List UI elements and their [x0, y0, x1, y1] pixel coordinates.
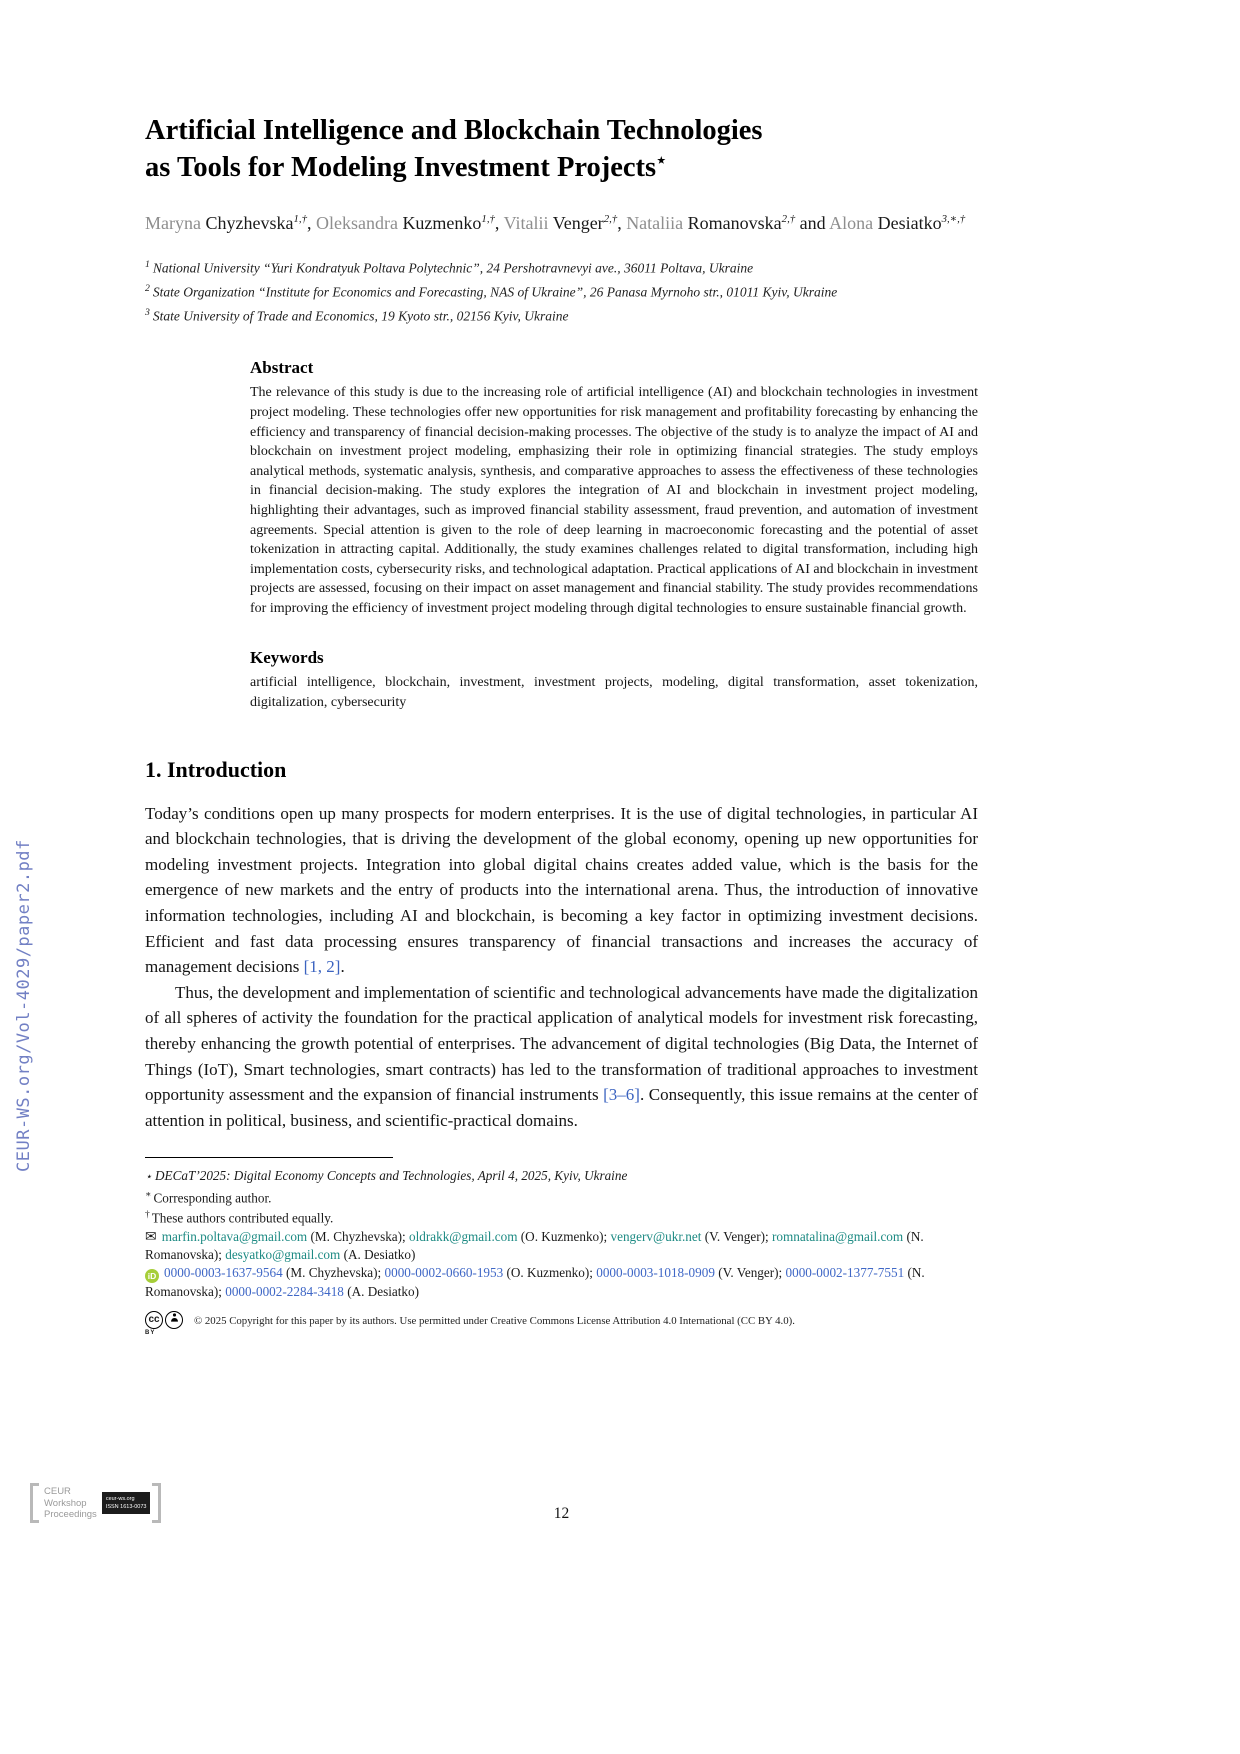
cc-by-person-icon: [165, 1311, 183, 1329]
paper-title: [145, 112, 978, 186]
keywords-text: artificial intelligence, blockchain, investment, investment projects, modeling, digital transformation, asset tokenization, digitalization, cybersecurity: [250, 675, 978, 711]
abstract-text: The relevance of this study is due to the increasing role of artificial intelligence (AI) and blockchain technologies in investment project modeling. These technologies offer new opportunities for risk management and profitability forecasting by enhancing the efficiency and transparency of financial decision-making processes. The objective of the study is to analyze the impact of AI and blockchain on investment project modeling, emphasizing their role in optimizing financial strategies. The study employs analytical methods, systematic analysis, synthesis, and comparative approaches to assess the effectiveness of these technologies in financial decision-making. The study explores the integration of AI and blockchain in investment project modeling, highlighting their advantages, such as improved financial stability assessment, fraud prevention, and automation of investment agreements. Special attention is given to the role of deep learning in macroeconomic forecasting and the potential of asset tokenization in attracting capital. Additionally, the study examines challenges related to digital transformation, including high implementation costs, cybersecurity risks, and technological adaptation. Practical applications of AI and blockchain in investment projects are assessed, focusing on their impact on asset management and financial stability. The study provides recommendations for improving the efficiency of investment project modeling through digital technologies to ensure sustainable financial growth.: [250, 385, 978, 616]
orcid-link[interactable]: 0000-0003-1637-9564: [164, 1265, 283, 1281]
author-byline: [145, 210, 978, 238]
intro-paragraph-1: Today’s conditions open up many prospects for modern enterprises. It is the use of digital technologies, in particular AI and blockchain technologies, that is driving the development of the global economy, opening up new opportunities for modeling investment projects. Integration into global digital chains creates added value, which is the basis for the emergence of new markets and the entry of products into the international arena. Thus, the introduction of innovative information technologies, including AI and blockchain, is becoming a key factor in optimizing investment decisions. Efficient and fast data processing ensures transparency of financial transactions and increases the accuracy of management decisions [1, 2].: [145, 803, 978, 977]
author: Vitalii Venger$^{2,\dagger}$,: [503, 213, 627, 234]
abstract-heading: Abstract: [250, 358, 314, 378]
title-footnote-star: ⋆: [656, 150, 667, 170]
author: Maryna Chyzhevska$^{1,\dagger}$,: [145, 213, 316, 234]
page-number: 12: [553, 1505, 570, 1522]
footnote-equal-contribution: † These authors contributed equally.: [145, 1210, 334, 1226]
email-link[interactable]: desyatko@gmail.com: [225, 1247, 341, 1263]
orcid-link[interactable]: 0000-0002-2284-3418: [225, 1284, 344, 1300]
ceur-logo-issn-badge: ceur-ws.org ISSN 1613-0073: [102, 1492, 151, 1515]
title-line-1: Artificial Intelligence and Blockchain Technologies: [145, 115, 763, 146]
title-line-2: as Tools for Modeling Investment Projects: [145, 152, 657, 184]
affiliation: $^2$ State Organization “Institute for Economics and Forecasting, NAS of Ukraine”, 26 Panasa Myrnoho str., 01011 Kyiv, Ukraine: [145, 283, 838, 300]
license-row: [145, 1311, 978, 1336]
conference-marker: ⋆: [145, 1171, 153, 1184]
main-column: [145, 112, 978, 1336]
cc-by-label: BY: [145, 1329, 156, 1336]
email-link[interactable]: romnatalina@gmail.com: [771, 1228, 904, 1244]
footnote-rule: [145, 1157, 393, 1158]
section-heading-introduction: 1. Introduction: [145, 756, 287, 782]
license-text: © 2025 Copyright for this paper by its authors. Use permitted under Creative Commons License Attribution 4.0 International (CC BY 4.0).: [194, 1314, 795, 1327]
email-link[interactable]: oldrakk@gmail.com: [409, 1228, 518, 1244]
author: Nataliia Romanovska$^{2,\dagger}$: [626, 213, 796, 234]
author: Oleksandra Kuzmenko$^{1,\dagger}$,: [315, 213, 504, 234]
sidebar-volume-url: CEUR-WS.org/Vol-4029/paper2.pdf: [14, 839, 34, 1172]
ceur-ws-logo: [30, 1483, 161, 1523]
footnote-corresponding-author: ∗ Corresponding author.: [145, 1190, 272, 1206]
affiliation: $^1$ National University “Yuri Kondratyuk Poltava Polytechnic”, 24 Pershotravnevyi ave., 36011 Poltava, Ukraine: [145, 258, 754, 276]
cc-icon: cc: [145, 1311, 163, 1329]
ceur-logo-text: CEUR Workshop Proceedings: [44, 1486, 97, 1521]
affiliations: [145, 256, 978, 328]
footnote-emails: ✉ marfin.poltava@gmail.com (M. Chyzhevska); oldrakk@gmail.com (O. Kuzmenko); vengerv@ukr.net (V. Venger); romnatalina@gmail.com (N. Romanovska); desyatko@gmail.com (A. Desiatko): [145, 1228, 924, 1263]
orcid-link[interactable]: 0000-0003-1018-0909: [596, 1265, 715, 1281]
orcid-link[interactable]: 0000-0002-0660-1953: [384, 1265, 504, 1281]
front-matter: [250, 358, 978, 712]
footnotes: [145, 1157, 978, 1336]
cc-by-badge: [145, 1311, 185, 1336]
author: Alona Desiatko$^{3,∗,\dagger}$: [829, 213, 966, 234]
citation-link[interactable]: [3–6]: [603, 1085, 640, 1105]
orcid-icon: iD: [145, 1269, 159, 1283]
citation-link[interactable]: [1, 2]: [303, 957, 341, 977]
affiliation: $^3$ State University of Trade and Economics, 19 Kyoto str., 02156 Kyiv, Ukraine: [145, 307, 569, 324]
envelope-icon: ✉: [145, 1228, 157, 1245]
email-link[interactable]: vengerv@ukr.net: [610, 1228, 702, 1244]
email-link[interactable]: marfin.poltava@gmail.com: [161, 1228, 308, 1244]
intro-paragraph-2: Thus, the development and implementation of scientific and technological advancements have made the digitalization of all spheres of activity the foundation for the practical application of analytical models for investment risk forecasting, thereby enhancing the growth potential of enterprises. The advancement of digital technologies (Big Data, the Internet of Things (IoT), Smart technologies, smart contracts) has led to the transformation of traditional approaches to investment opportunity assessment and the expansion of financial instruments [3–6]. Consequently, this issue remains at the center of attention in political, business, and scientific-practical domains.: [145, 982, 979, 1130]
footnote-conference: ⋆ DECaT’2025: Digital Economy Concepts and Technologies, April 4, 2025, Kyiv, Ukraine: [145, 1168, 628, 1184]
orcid-link[interactable]: 0000-0002-1377-7551: [785, 1265, 905, 1281]
byline-conjunction: and: [799, 213, 830, 234]
keywords-heading: Keywords: [250, 648, 324, 668]
ceur-logo-bracket-left-icon: [30, 1483, 39, 1523]
footnote-orcids: iD 0000-0003-1637-9564 (M. Chyzhevska); 0000-0002-0660-1953 (O. Kuzmenko); 0000-0003-1018-0909 (V. Venger); 0000-0002-1377-7551 (N. Romanovska); 0000-0002-2284-3418 (A. Desiatko): [145, 1265, 925, 1300]
